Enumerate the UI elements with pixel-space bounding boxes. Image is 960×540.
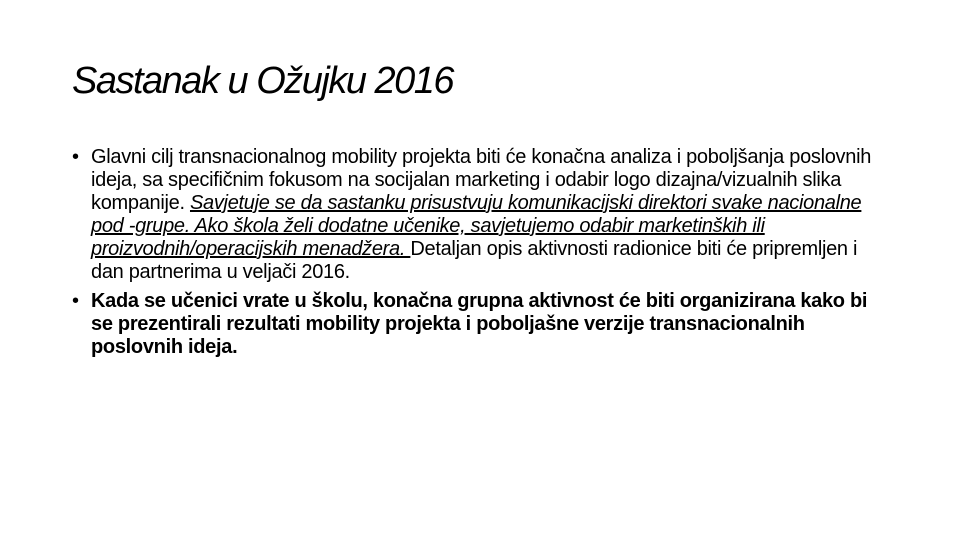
bullet-1-text: Glavni cilj transnacionalnog mobility projekta biti će konačna analiza i poboljšanja poslovnih ideja, sa specifičnim fokusom na socijalan marketing i odabir logo dizajna/vizualnih slika kompanije. <box>91 146 872 214</box>
bullet-item-2 <box>72 290 892 359</box>
bullet-list <box>72 146 892 365</box>
bullet-1-emphasis: Savjetuje se da sastanku prisustvuju komunikacijski direktori svake nacionalne pod -grupe. Ako škola želi dodatne učenike, savjetujemo odabir marketinških ili proizvodnih/operacijskih menadžera. <box>91 192 862 260</box>
bullet-item-1 <box>72 146 892 284</box>
bullet-2-text: Kada se učenici vrate u školu, konačna grupna aktivnost će biti organizirana kako bi se prezentirali rezultati mobility projekta i poboljašne verzije transnacionalnih poslovnih ideja. <box>91 290 868 358</box>
slide-title: Sastanak u Ožujku 2016 <box>72 60 454 102</box>
bullet-1-text-after: Detaljan opis aktivnosti radionice biti će pripremljen i dan partnerima u veljači 2016. <box>91 238 858 283</box>
